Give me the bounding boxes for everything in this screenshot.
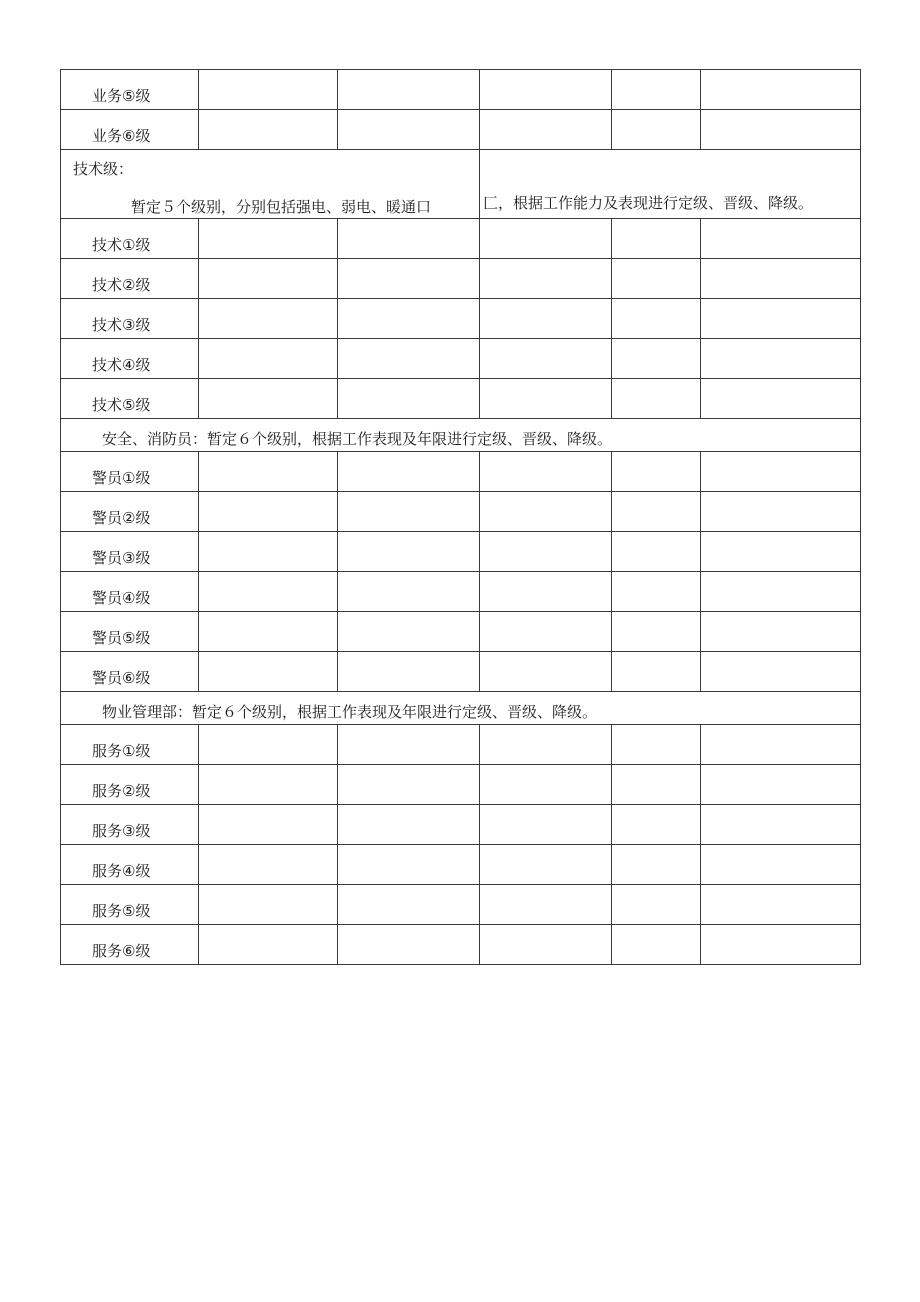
security-section-header	[61, 419, 861, 452]
table-row	[61, 805, 861, 845]
empty-cell[interactable]	[338, 652, 480, 692]
empty-cell[interactable]	[199, 765, 338, 805]
grade-label: 技术①级	[61, 219, 199, 259]
grade-label: 警员⑥级	[61, 652, 199, 692]
empty-cell[interactable]	[338, 845, 480, 885]
table-row	[61, 70, 861, 110]
property-section-header	[61, 692, 861, 725]
grade-label: 警员③级	[61, 532, 199, 572]
empty-cell[interactable]	[701, 339, 861, 379]
empty-cell[interactable]	[612, 339, 701, 379]
grade-label: 警员②级	[61, 492, 199, 532]
empty-cell[interactable]	[701, 379, 861, 419]
empty-cell[interactable]	[480, 110, 612, 150]
grade-label: 服务③级	[61, 805, 199, 845]
table-row	[61, 299, 861, 339]
empty-cell[interactable]	[480, 70, 612, 110]
empty-cell[interactable]	[199, 925, 338, 965]
empty-cell[interactable]	[612, 492, 701, 532]
empty-cell[interactable]	[199, 259, 338, 299]
empty-cell[interactable]	[338, 532, 480, 572]
empty-cell[interactable]	[701, 452, 861, 492]
empty-cell[interactable]	[701, 259, 861, 299]
table-row	[61, 532, 861, 572]
empty-cell[interactable]	[480, 652, 612, 692]
empty-cell[interactable]	[612, 219, 701, 259]
empty-cell[interactable]	[480, 572, 612, 612]
technical-title: 技术级：	[73, 160, 134, 178]
grade-label: 技术②级	[61, 259, 199, 299]
empty-cell[interactable]	[701, 765, 861, 805]
empty-cell[interactable]	[199, 379, 338, 419]
empty-cell[interactable]	[612, 572, 701, 612]
empty-cell[interactable]	[338, 259, 480, 299]
table-row	[61, 885, 861, 925]
empty-cell[interactable]	[701, 885, 861, 925]
empty-cell[interactable]	[199, 885, 338, 925]
empty-cell[interactable]	[612, 805, 701, 845]
empty-cell[interactable]	[338, 219, 480, 259]
security-header-text: 安全、消防员：暂定６个级别，根据工作表现及年限进行定级、晋级、降级。	[61, 419, 861, 452]
technical-description: 暂定５个级别，分别包括强电、弱电、暖通口	[131, 198, 432, 216]
grade-label: 技术④级	[61, 339, 199, 379]
empty-cell[interactable]	[701, 110, 861, 150]
table-row	[61, 765, 861, 805]
empty-cell[interactable]	[612, 532, 701, 572]
grade-label: 警员⑤级	[61, 612, 199, 652]
empty-cell[interactable]	[480, 379, 612, 419]
empty-cell[interactable]	[480, 299, 612, 339]
grade-label: 警员①级	[61, 452, 199, 492]
empty-cell[interactable]	[199, 299, 338, 339]
grade-label: 业务⑤级	[61, 70, 199, 110]
empty-cell[interactable]	[701, 652, 861, 692]
empty-cell[interactable]	[480, 925, 612, 965]
empty-cell[interactable]	[701, 532, 861, 572]
empty-cell[interactable]	[612, 259, 701, 299]
table-row	[61, 379, 861, 419]
table-row	[61, 925, 861, 965]
empty-cell[interactable]	[480, 259, 612, 299]
grade-label: 业务⑥级	[61, 110, 199, 150]
empty-cell[interactable]	[701, 492, 861, 532]
grade-label: 技术③级	[61, 299, 199, 339]
empty-cell[interactable]	[199, 339, 338, 379]
empty-cell[interactable]	[612, 612, 701, 652]
empty-cell[interactable]	[701, 845, 861, 885]
property-header-text: 物业管理部：暂定６个级别，根据工作表现及年限进行定级、晋级、降级。	[61, 692, 861, 725]
grade-label: 服务⑤级	[61, 885, 199, 925]
empty-cell[interactable]	[338, 765, 480, 805]
empty-cell[interactable]	[480, 725, 612, 765]
empty-cell[interactable]	[199, 532, 338, 572]
empty-cell[interactable]	[612, 765, 701, 805]
empty-cell[interactable]	[480, 452, 612, 492]
empty-cell[interactable]	[612, 299, 701, 339]
empty-cell[interactable]	[480, 492, 612, 532]
empty-cell[interactable]	[338, 452, 480, 492]
empty-cell[interactable]	[480, 885, 612, 925]
grade-label: 服务①级	[61, 725, 199, 765]
empty-cell[interactable]	[612, 845, 701, 885]
empty-cell[interactable]	[612, 885, 701, 925]
empty-cell[interactable]	[338, 379, 480, 419]
empty-cell[interactable]	[338, 885, 480, 925]
table-row	[61, 259, 861, 299]
empty-cell[interactable]	[701, 219, 861, 259]
empty-cell[interactable]	[612, 652, 701, 692]
technical-desc-right-cell	[480, 150, 861, 219]
empty-cell[interactable]	[199, 725, 338, 765]
table-row	[61, 339, 861, 379]
empty-cell[interactable]	[612, 452, 701, 492]
table-row	[61, 612, 861, 652]
empty-cell[interactable]	[338, 339, 480, 379]
empty-cell[interactable]	[480, 845, 612, 885]
empty-cell[interactable]	[701, 70, 861, 110]
empty-cell[interactable]	[612, 379, 701, 419]
table-row	[61, 572, 861, 612]
empty-cell[interactable]	[338, 725, 480, 765]
grade-label: 服务④级	[61, 845, 199, 885]
table-row	[61, 492, 861, 532]
table-row	[61, 845, 861, 885]
empty-cell[interactable]	[338, 925, 480, 965]
grade-label: 服务⑥级	[61, 925, 199, 965]
empty-cell[interactable]	[338, 805, 480, 845]
table-row	[61, 452, 861, 492]
empty-cell[interactable]	[612, 110, 701, 150]
empty-cell[interactable]	[701, 612, 861, 652]
empty-cell[interactable]	[199, 70, 338, 110]
empty-cell[interactable]	[612, 725, 701, 765]
empty-cell[interactable]	[701, 725, 861, 765]
empty-cell[interactable]	[480, 765, 612, 805]
empty-cell[interactable]	[480, 219, 612, 259]
empty-cell[interactable]	[199, 805, 338, 845]
empty-cell[interactable]	[199, 845, 338, 885]
empty-cell[interactable]	[612, 925, 701, 965]
empty-cell[interactable]	[338, 70, 480, 110]
empty-cell[interactable]	[199, 492, 338, 532]
table-row	[61, 652, 861, 692]
empty-cell[interactable]	[612, 70, 701, 110]
empty-cell[interactable]	[338, 612, 480, 652]
grade-label: 服务②级	[61, 765, 199, 805]
technical-description-continued: 匚，根据工作能力及表现进行定级、晋级、降级。	[483, 194, 814, 212]
technical-section-header	[61, 150, 861, 219]
empty-cell[interactable]	[701, 299, 861, 339]
empty-cell[interactable]	[480, 612, 612, 652]
empty-cell[interactable]	[338, 572, 480, 612]
empty-cell[interactable]	[199, 110, 338, 150]
empty-cell[interactable]	[199, 612, 338, 652]
empty-cell[interactable]	[199, 219, 338, 259]
empty-cell[interactable]	[480, 805, 612, 845]
table-row	[61, 219, 861, 259]
empty-cell[interactable]	[199, 572, 338, 612]
empty-cell[interactable]	[338, 110, 480, 150]
empty-cell[interactable]	[338, 299, 480, 339]
empty-cell[interactable]	[199, 652, 338, 692]
empty-cell[interactable]	[480, 532, 612, 572]
empty-cell[interactable]	[199, 452, 338, 492]
empty-cell[interactable]	[701, 805, 861, 845]
grade-label: 警员④级	[61, 572, 199, 612]
empty-cell[interactable]	[701, 572, 861, 612]
table-row	[61, 725, 861, 765]
empty-cell[interactable]	[701, 925, 861, 965]
empty-cell[interactable]	[338, 492, 480, 532]
technical-desc-left-cell	[61, 150, 480, 219]
grade-table	[60, 69, 861, 965]
empty-cell[interactable]	[480, 339, 612, 379]
grade-label: 技术⑤级	[61, 379, 199, 419]
table-row	[61, 110, 861, 150]
